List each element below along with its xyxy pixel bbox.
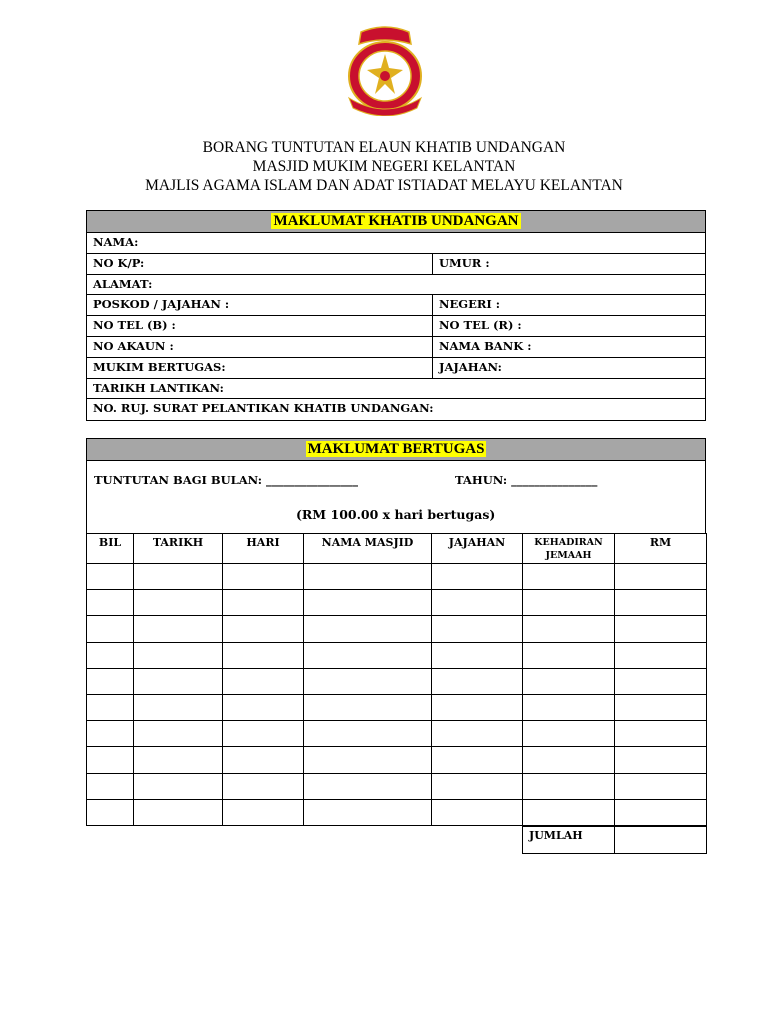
table-cell[interactable] (432, 564, 523, 590)
table-cell[interactable] (432, 590, 523, 616)
khatib-field[interactable]: NAMA BANK : (439, 338, 532, 353)
table-cell[interactable] (87, 721, 134, 747)
tahun-field[interactable]: TAHUN: _______________ (455, 473, 598, 487)
table-cell[interactable] (87, 668, 134, 694)
khatib-row (87, 399, 705, 420)
khatib-row (87, 379, 705, 400)
khatib-row (87, 295, 705, 316)
table-cell[interactable] (523, 799, 615, 825)
khatib-row (87, 233, 705, 254)
table-cell[interactable] (615, 773, 707, 799)
table-cell[interactable] (223, 694, 304, 720)
total-amount-cell[interactable] (615, 827, 707, 854)
khatib-info-section (86, 210, 706, 421)
table-cell[interactable] (223, 616, 304, 642)
table-cell[interactable] (87, 564, 134, 590)
table-cell[interactable] (304, 694, 432, 720)
khatib-field[interactable]: MUKIM BERTUGAS: (87, 358, 433, 378)
khatib-field[interactable]: NEGERI : (439, 297, 501, 312)
table-cell[interactable] (432, 642, 523, 668)
table-cell[interactable] (615, 694, 707, 720)
table-cell[interactable] (432, 747, 523, 773)
table-cell[interactable] (134, 747, 223, 773)
table-cell[interactable] (87, 694, 134, 720)
khatib-field[interactable]: UMUR : (439, 255, 490, 270)
duty-table-header (87, 534, 707, 564)
table-cell[interactable] (432, 799, 523, 825)
table-cell[interactable] (304, 773, 432, 799)
table-row (87, 721, 707, 747)
table-cell[interactable] (134, 642, 223, 668)
table-cell[interactable] (523, 668, 615, 694)
column-header: JAJAHAN (432, 534, 523, 564)
khatib-row (87, 358, 705, 379)
table-cell[interactable] (615, 799, 707, 825)
table-cell[interactable] (615, 564, 707, 590)
table-cell[interactable] (134, 773, 223, 799)
khatib-field[interactable]: NO TEL (B) : (87, 316, 433, 336)
table-cell[interactable] (615, 590, 707, 616)
table-cell[interactable] (523, 773, 615, 799)
khatib-row (87, 254, 705, 275)
table-cell[interactable] (223, 564, 304, 590)
table-cell[interactable] (223, 590, 304, 616)
table-cell[interactable] (523, 616, 615, 642)
table-cell[interactable] (223, 799, 304, 825)
table-cell[interactable] (223, 668, 304, 694)
bertugas-section-heading: MAKLUMAT BERTUGAS (87, 439, 705, 461)
table-cell[interactable] (304, 642, 432, 668)
table-cell[interactable] (304, 590, 432, 616)
table-cell[interactable] (134, 668, 223, 694)
table-cell[interactable] (87, 799, 134, 825)
duty-table (86, 533, 707, 826)
form-title (0, 138, 768, 195)
total-row (522, 826, 707, 854)
table-cell[interactable] (87, 590, 134, 616)
khatib-field[interactable]: ALAMAT: (93, 276, 153, 291)
table-cell[interactable] (432, 773, 523, 799)
table-cell[interactable] (223, 773, 304, 799)
table-row (87, 642, 707, 668)
table-cell[interactable] (134, 616, 223, 642)
table-cell[interactable] (304, 721, 432, 747)
table-cell[interactable] (304, 799, 432, 825)
table-row (87, 747, 707, 773)
table-cell[interactable] (523, 747, 615, 773)
table-cell[interactable] (304, 747, 432, 773)
bulan-field[interactable]: TUNTUTAN BAGI BULAN: ________________ (94, 473, 359, 487)
table-cell[interactable] (615, 721, 707, 747)
khatib-row (87, 316, 705, 337)
table-cell[interactable] (432, 668, 523, 694)
khatib-field[interactable]: NO K/P: (87, 254, 433, 274)
table-cell[interactable] (523, 694, 615, 720)
table-cell[interactable] (523, 721, 615, 747)
rate-note: (RM 100.00 x hari bertugas) (296, 507, 496, 522)
khatib-row (87, 337, 705, 358)
crest-logo (341, 24, 429, 116)
table-row (87, 564, 707, 590)
table-cell[interactable] (134, 564, 223, 590)
khatib-row (87, 275, 705, 296)
table-cell[interactable] (87, 616, 134, 642)
table-cell[interactable] (87, 747, 134, 773)
khatib-field[interactable]: NAMA: (93, 235, 139, 249)
table-cell[interactable] (615, 747, 707, 773)
table-row (87, 668, 707, 694)
khatib-field[interactable]: POSKOD / JAJAHAN : (87, 295, 433, 315)
title-line-2: MASJID MUKIM NEGERI KELANTAN (252, 158, 516, 175)
khatib-section-heading: MAKLUMAT KHATIB UNDANGAN (87, 211, 705, 233)
table-cell[interactable] (432, 721, 523, 747)
table-cell[interactable] (523, 642, 615, 668)
column-header: BIL (87, 534, 134, 564)
table-cell[interactable] (304, 668, 432, 694)
table-cell[interactable] (223, 642, 304, 668)
column-header: HARI (223, 534, 304, 564)
title-line-3: MAJLIS AGAMA ISLAM DAN ADAT ISTIADAT MELAYU KELANTAN (145, 177, 623, 194)
table-cell[interactable] (615, 642, 707, 668)
table-cell[interactable] (134, 721, 223, 747)
table-cell[interactable] (134, 694, 223, 720)
table-cell[interactable] (523, 590, 615, 616)
table-cell[interactable] (304, 616, 432, 642)
table-cell[interactable] (432, 616, 523, 642)
table-cell[interactable] (223, 721, 304, 747)
title-line-1: BORANG TUNTUTAN ELAUN KHATIB UNDANGAN (202, 139, 566, 156)
column-header: KEHADIRAN JEMAAH (523, 534, 615, 564)
table-cell[interactable] (223, 747, 304, 773)
khatib-field[interactable]: NO. RUJ. SURAT PELANTIKAN KHATIB UNDANGAN: (93, 401, 434, 416)
table-cell[interactable] (523, 564, 615, 590)
khatib-field[interactable]: TARIKH LANTIKAN: (93, 380, 224, 395)
table-row (87, 773, 707, 799)
table-cell[interactable] (615, 616, 707, 642)
table-row (87, 616, 707, 642)
column-header: NAMA MASJID (304, 534, 432, 564)
table-cell[interactable] (615, 668, 707, 694)
khatib-field[interactable]: JAJAHAN: (439, 359, 502, 374)
table-row (87, 799, 707, 825)
table-cell[interactable] (134, 799, 223, 825)
table-row (87, 590, 707, 616)
total-label: JUMLAH (523, 827, 615, 854)
khatib-field[interactable]: NO TEL (R) : (439, 318, 522, 333)
table-row (87, 694, 707, 720)
column-header: RM (615, 534, 707, 564)
table-cell[interactable] (304, 564, 432, 590)
table-cell[interactable] (87, 773, 134, 799)
table-cell[interactable] (432, 694, 523, 720)
table-cell[interactable] (134, 590, 223, 616)
column-header: TARIKH (134, 534, 223, 564)
khatib-field[interactable]: NO AKAUN : (87, 337, 433, 357)
table-cell[interactable] (87, 642, 134, 668)
